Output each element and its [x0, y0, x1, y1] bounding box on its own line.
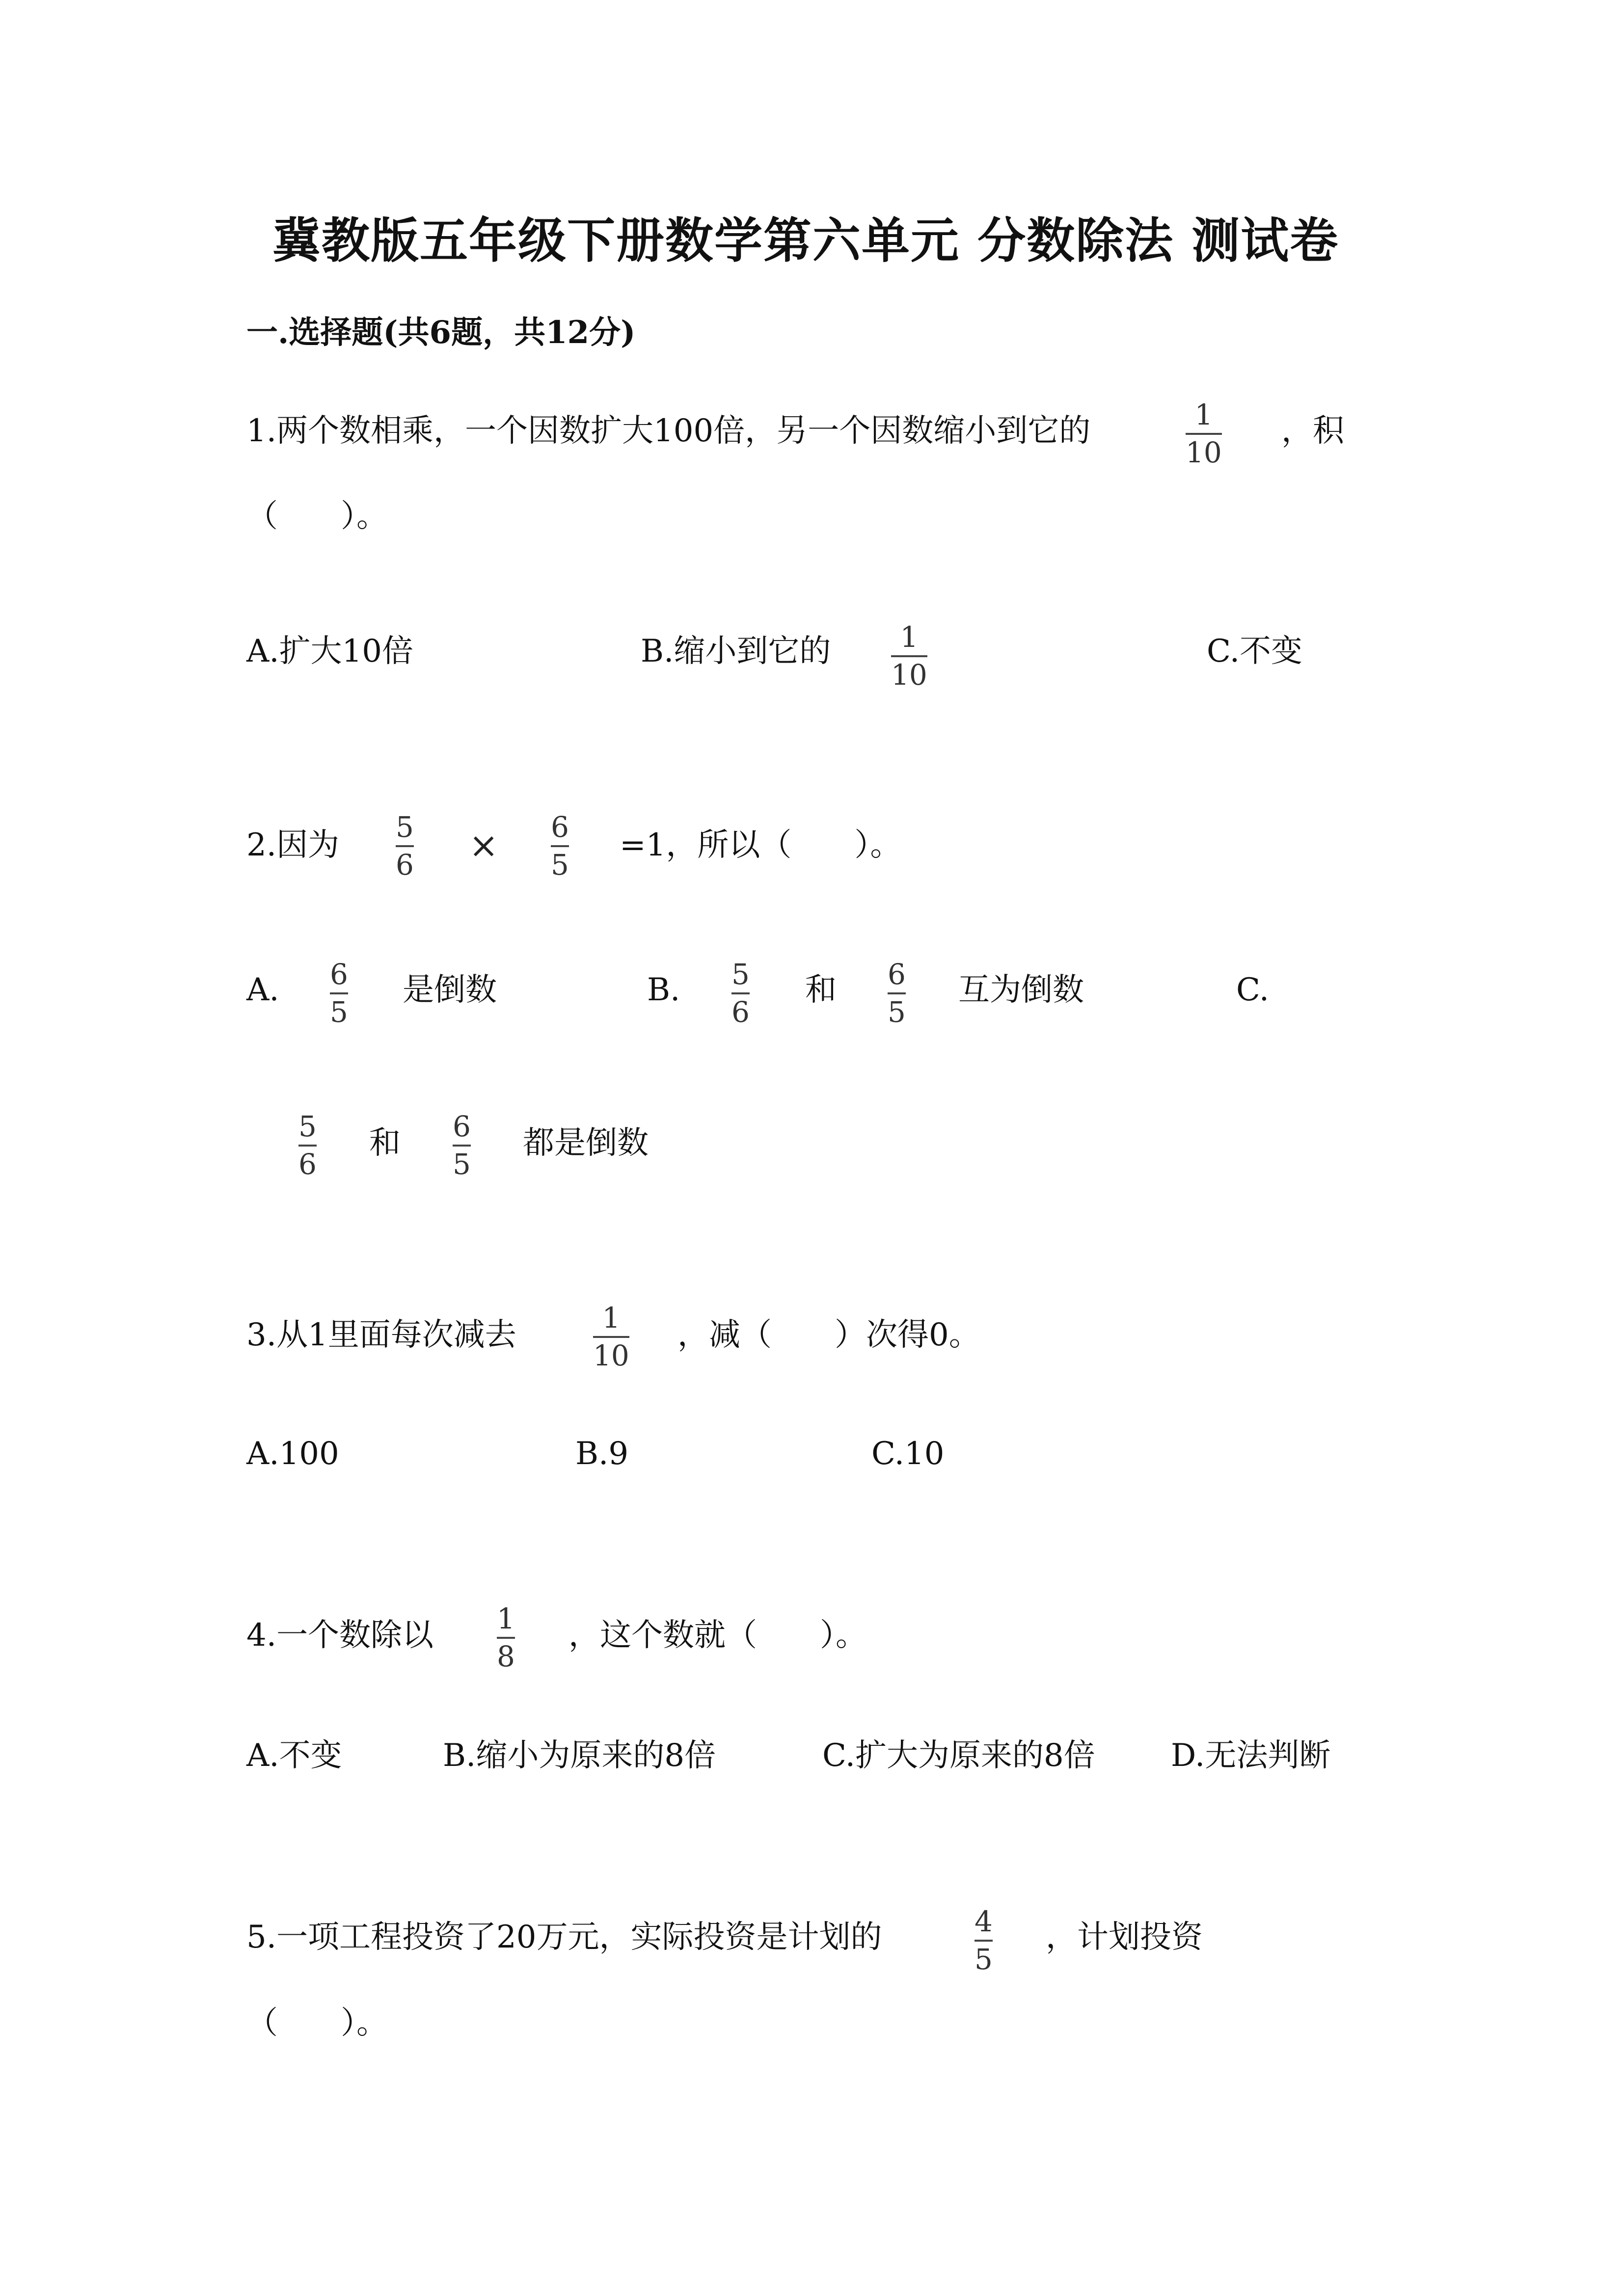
q2f2-num: 6	[551, 810, 569, 844]
q2-option-a-label[interactable]: A.	[246, 972, 279, 1008]
q2-option-c-fraction-1	[298, 1112, 317, 1179]
q2f1-den: 6	[396, 848, 414, 881]
q4-stem: 4.一个数除以	[246, 1617, 434, 1654]
q2a-num: 6	[330, 958, 348, 991]
q1-frac-num: 1	[1194, 398, 1213, 431]
q2-stem-suffix: =1，所以（ ）。	[620, 827, 902, 863]
q5-fraction	[974, 1907, 993, 1975]
q4-option-c[interactable]: C.扩大为原来的8倍	[822, 1737, 1095, 1774]
q3-option-a[interactable]: A.100	[246, 1436, 339, 1472]
q2f2-den: 5	[551, 848, 569, 881]
q5-frac-den: 5	[974, 1942, 993, 1976]
section-heading: 一.选择题(共6题，共12分)	[246, 314, 636, 351]
q2-option-a-fraction	[330, 960, 348, 1027]
q3-stem-end: ，减（ ）次得0。	[677, 1317, 980, 1353]
fraction-bar	[593, 1336, 629, 1338]
q2c1-den: 6	[298, 1147, 317, 1181]
q1-option-c[interactable]: C.不变	[1207, 633, 1303, 669]
q2-option-c-and: 和	[369, 1125, 401, 1161]
q2c1-num: 5	[298, 1110, 317, 1143]
q5-stem-end: ，计划投资	[1046, 1919, 1203, 1955]
q3-fraction	[593, 1303, 629, 1371]
fraction-bar	[1186, 433, 1222, 435]
q2-stem-prefix: 2.因为	[246, 827, 340, 863]
q1-option-b[interactable]: B.缩小到它的	[641, 633, 831, 669]
q2b2-num: 6	[888, 958, 906, 991]
q3-option-b[interactable]: B.9	[575, 1436, 629, 1472]
q2-option-b-fraction-1	[731, 960, 750, 1027]
q4-frac-den: 8	[497, 1639, 515, 1673]
q2c2-num: 6	[453, 1110, 471, 1143]
q1-stem-end: ，积	[1281, 413, 1344, 449]
q2-option-b-and: 和	[805, 972, 837, 1008]
q4-option-b[interactable]: B.缩小为原来的8倍	[443, 1737, 716, 1774]
q1b-frac-den: 10	[891, 658, 927, 692]
q3-stem: 3.从1里面每次减去	[246, 1317, 516, 1353]
times-sign: ×	[469, 825, 499, 866]
q2b2-den: 5	[888, 995, 906, 1029]
fraction-bar	[497, 1637, 515, 1639]
fraction-bar	[731, 992, 750, 994]
fraction-bar	[330, 992, 348, 994]
fraction-bar	[298, 1145, 317, 1147]
fraction-bar	[891, 655, 927, 657]
q2f1-num: 5	[396, 810, 414, 844]
q1b-frac-num: 1	[900, 620, 919, 654]
q2b1-den: 6	[731, 995, 750, 1029]
q1-stem: 1.两个数相乘，一个因数扩大100倍，另一个因数缩小到它的	[246, 413, 1091, 449]
fraction-bar	[888, 992, 906, 994]
q1-fraction	[1186, 400, 1222, 468]
q2-option-c-text[interactable]: 都是倒数	[523, 1125, 649, 1161]
q2-option-c-fraction-2	[453, 1112, 471, 1179]
q4-stem-end: ，这个数就（ ）。	[568, 1617, 867, 1654]
q1-frac-den: 10	[1186, 435, 1222, 469]
q3-option-c[interactable]: C.10	[871, 1436, 945, 1472]
fraction-bar	[453, 1145, 471, 1147]
q4-option-d[interactable]: D.无法判断	[1171, 1737, 1331, 1774]
q2-option-b-fraction-2	[888, 960, 906, 1027]
q5-frac-num: 4	[974, 1905, 993, 1938]
q2-fraction-1	[396, 812, 414, 880]
q1-blank[interactable]: （ ）。	[246, 498, 388, 534]
q2c2-den: 5	[453, 1147, 471, 1181]
q5-blank[interactable]: （ ）。	[246, 2005, 388, 2041]
q2-option-b-label[interactable]: B.	[647, 972, 680, 1008]
q2b1-num: 5	[731, 958, 750, 991]
q1-option-b-fraction	[891, 622, 927, 690]
q2-option-b-text[interactable]: 互为倒数	[958, 972, 1084, 1008]
q2-option-c-label[interactable]: C.	[1236, 972, 1270, 1008]
q1-option-a[interactable]: A.扩大10倍	[246, 633, 413, 669]
page-title: 冀教版五年级下册数学第六单元 分数除法 测试卷	[272, 213, 1339, 269]
q4-frac-num: 1	[497, 1602, 515, 1635]
q5-stem: 5.一项工程投资了20万元，实际投资是计划的	[246, 1919, 882, 1955]
fraction-bar	[396, 845, 414, 847]
q3-frac-den: 10	[593, 1338, 629, 1372]
q2-option-a-text[interactable]: 是倒数	[403, 972, 497, 1008]
fraction-bar	[974, 1940, 993, 1942]
fraction-bar	[551, 845, 569, 847]
q4-fraction	[497, 1604, 515, 1672]
q2-fraction-2	[551, 812, 569, 880]
q2a-den: 5	[330, 995, 348, 1029]
q3-frac-num: 1	[602, 1301, 621, 1335]
q4-option-a[interactable]: A.不变	[246, 1737, 342, 1774]
